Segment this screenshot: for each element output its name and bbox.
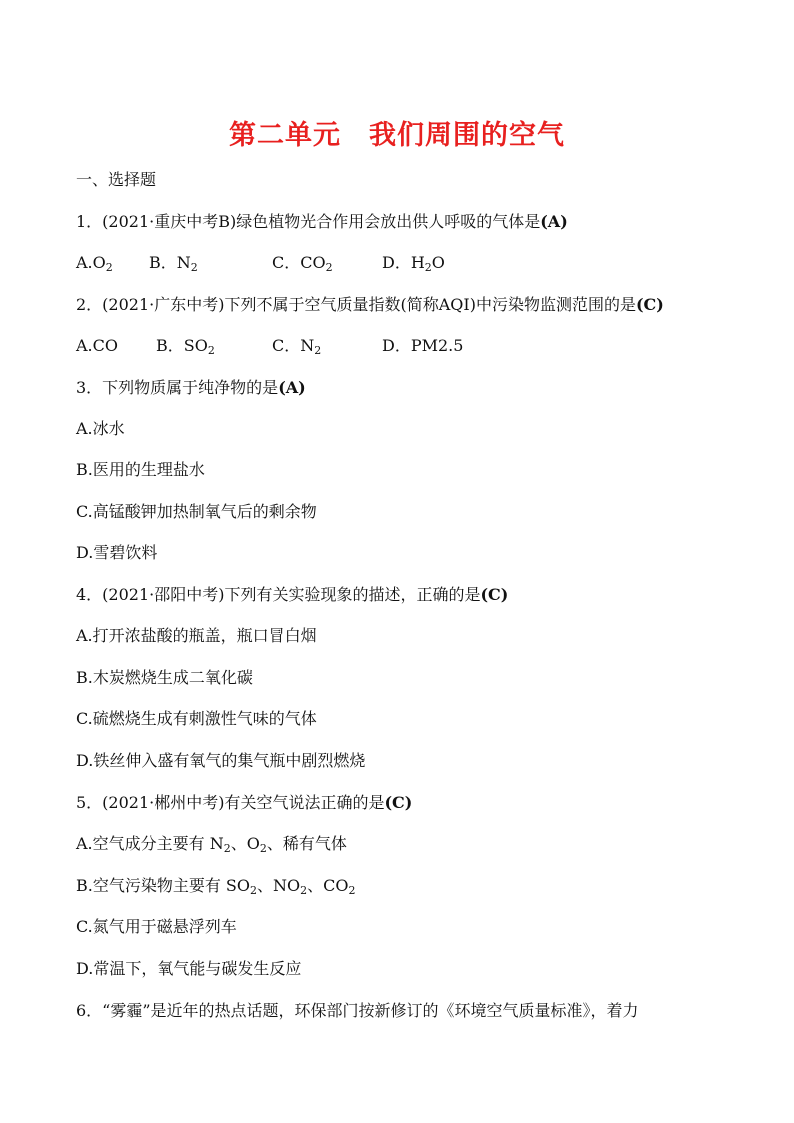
question-2 bbox=[76, 294, 664, 316]
question-5-option-d: D.常温下，氧气能与碳发生反应 bbox=[76, 959, 302, 978]
question-1-stem: 1．(2021·重庆中考B)绿色植物光合作用会放出供人呼吸的气体是 bbox=[76, 212, 541, 231]
question-1 bbox=[76, 211, 568, 233]
question-5-option-c: C.氮气用于磁悬浮列车 bbox=[76, 917, 237, 936]
question-4-option-c: C.硫燃烧生成有刺激性气味的气体 bbox=[76, 709, 317, 728]
question-1-option-c: C．$CO_2$ bbox=[272, 253, 333, 274]
question-5-answer: (C) bbox=[384, 793, 413, 812]
question-6 bbox=[76, 1000, 639, 1022]
question-2-option-d: D．PM2.5 bbox=[382, 336, 464, 355]
question-2-option-a: A.CO bbox=[76, 336, 118, 355]
question-2-option-c: C．$N_2$ bbox=[272, 336, 322, 357]
question-4-option-b: B.木炭燃烧生成二氧化碳 bbox=[76, 668, 253, 687]
question-3-stem: 3．下列物质属于纯净物的是 bbox=[76, 378, 279, 397]
question-4 bbox=[76, 584, 508, 606]
question-1-option-d: D．$H_2O$ bbox=[382, 253, 445, 274]
question-2-option-b: B．$SO_2$ bbox=[156, 336, 215, 357]
section-heading: 一、选择题 bbox=[76, 170, 157, 189]
question-1-option-b: B．$N_2$ bbox=[149, 253, 198, 274]
question-3-option-b: B.医用的生理盐水 bbox=[76, 460, 205, 479]
question-2-answer: (C) bbox=[635, 295, 664, 314]
question-5-stem: 5．(2021·郴州中考)有关空气说法正确的是 bbox=[76, 793, 385, 812]
question-4-stem: 4．(2021·邵阳中考)下列有关实验现象的描述，正确的是 bbox=[76, 585, 481, 604]
page-title: 第二单元 我们周围的空气 bbox=[229, 120, 565, 151]
question-4-option-a: A.打开浓盐酸的瓶盖，瓶口冒白烟 bbox=[76, 626, 317, 645]
question-5-option-b: B.空气污染物主要有 $SO_2$、$NO_2$、$CO_2$ bbox=[76, 876, 356, 897]
question-3-option-d: D.雪碧饮料 bbox=[76, 543, 158, 562]
question-1-option-a: $A.O_2$ bbox=[76, 253, 113, 274]
question-3-option-c: C.高锰酸钾加热制氧气后的剩余物 bbox=[76, 502, 317, 521]
question-5-option-a: A.空气成分主要有 $N_2$、$O_2$、稀有气体 bbox=[76, 834, 347, 855]
question-2-stem: 2．(2021·广东中考)下列不属于空气质量指数(简称AQI)中污染物监测范围的是 bbox=[76, 295, 636, 314]
question-4-answer: (C) bbox=[480, 585, 509, 604]
question-5 bbox=[76, 792, 412, 814]
question-3 bbox=[76, 377, 306, 399]
question-4-option-d: D.铁丝伸入盛有氧气的集气瓶中剧烈燃烧 bbox=[76, 751, 366, 770]
question-3-answer: (A) bbox=[278, 378, 306, 397]
question-3-option-a: A.冰水 bbox=[76, 419, 125, 438]
question-6-stem: 6．“雾霾”是近年的热点话题，环保部门按新修订的《环境空气质量标准》，着力 bbox=[76, 1001, 639, 1020]
question-1-answer: (A) bbox=[540, 212, 568, 231]
